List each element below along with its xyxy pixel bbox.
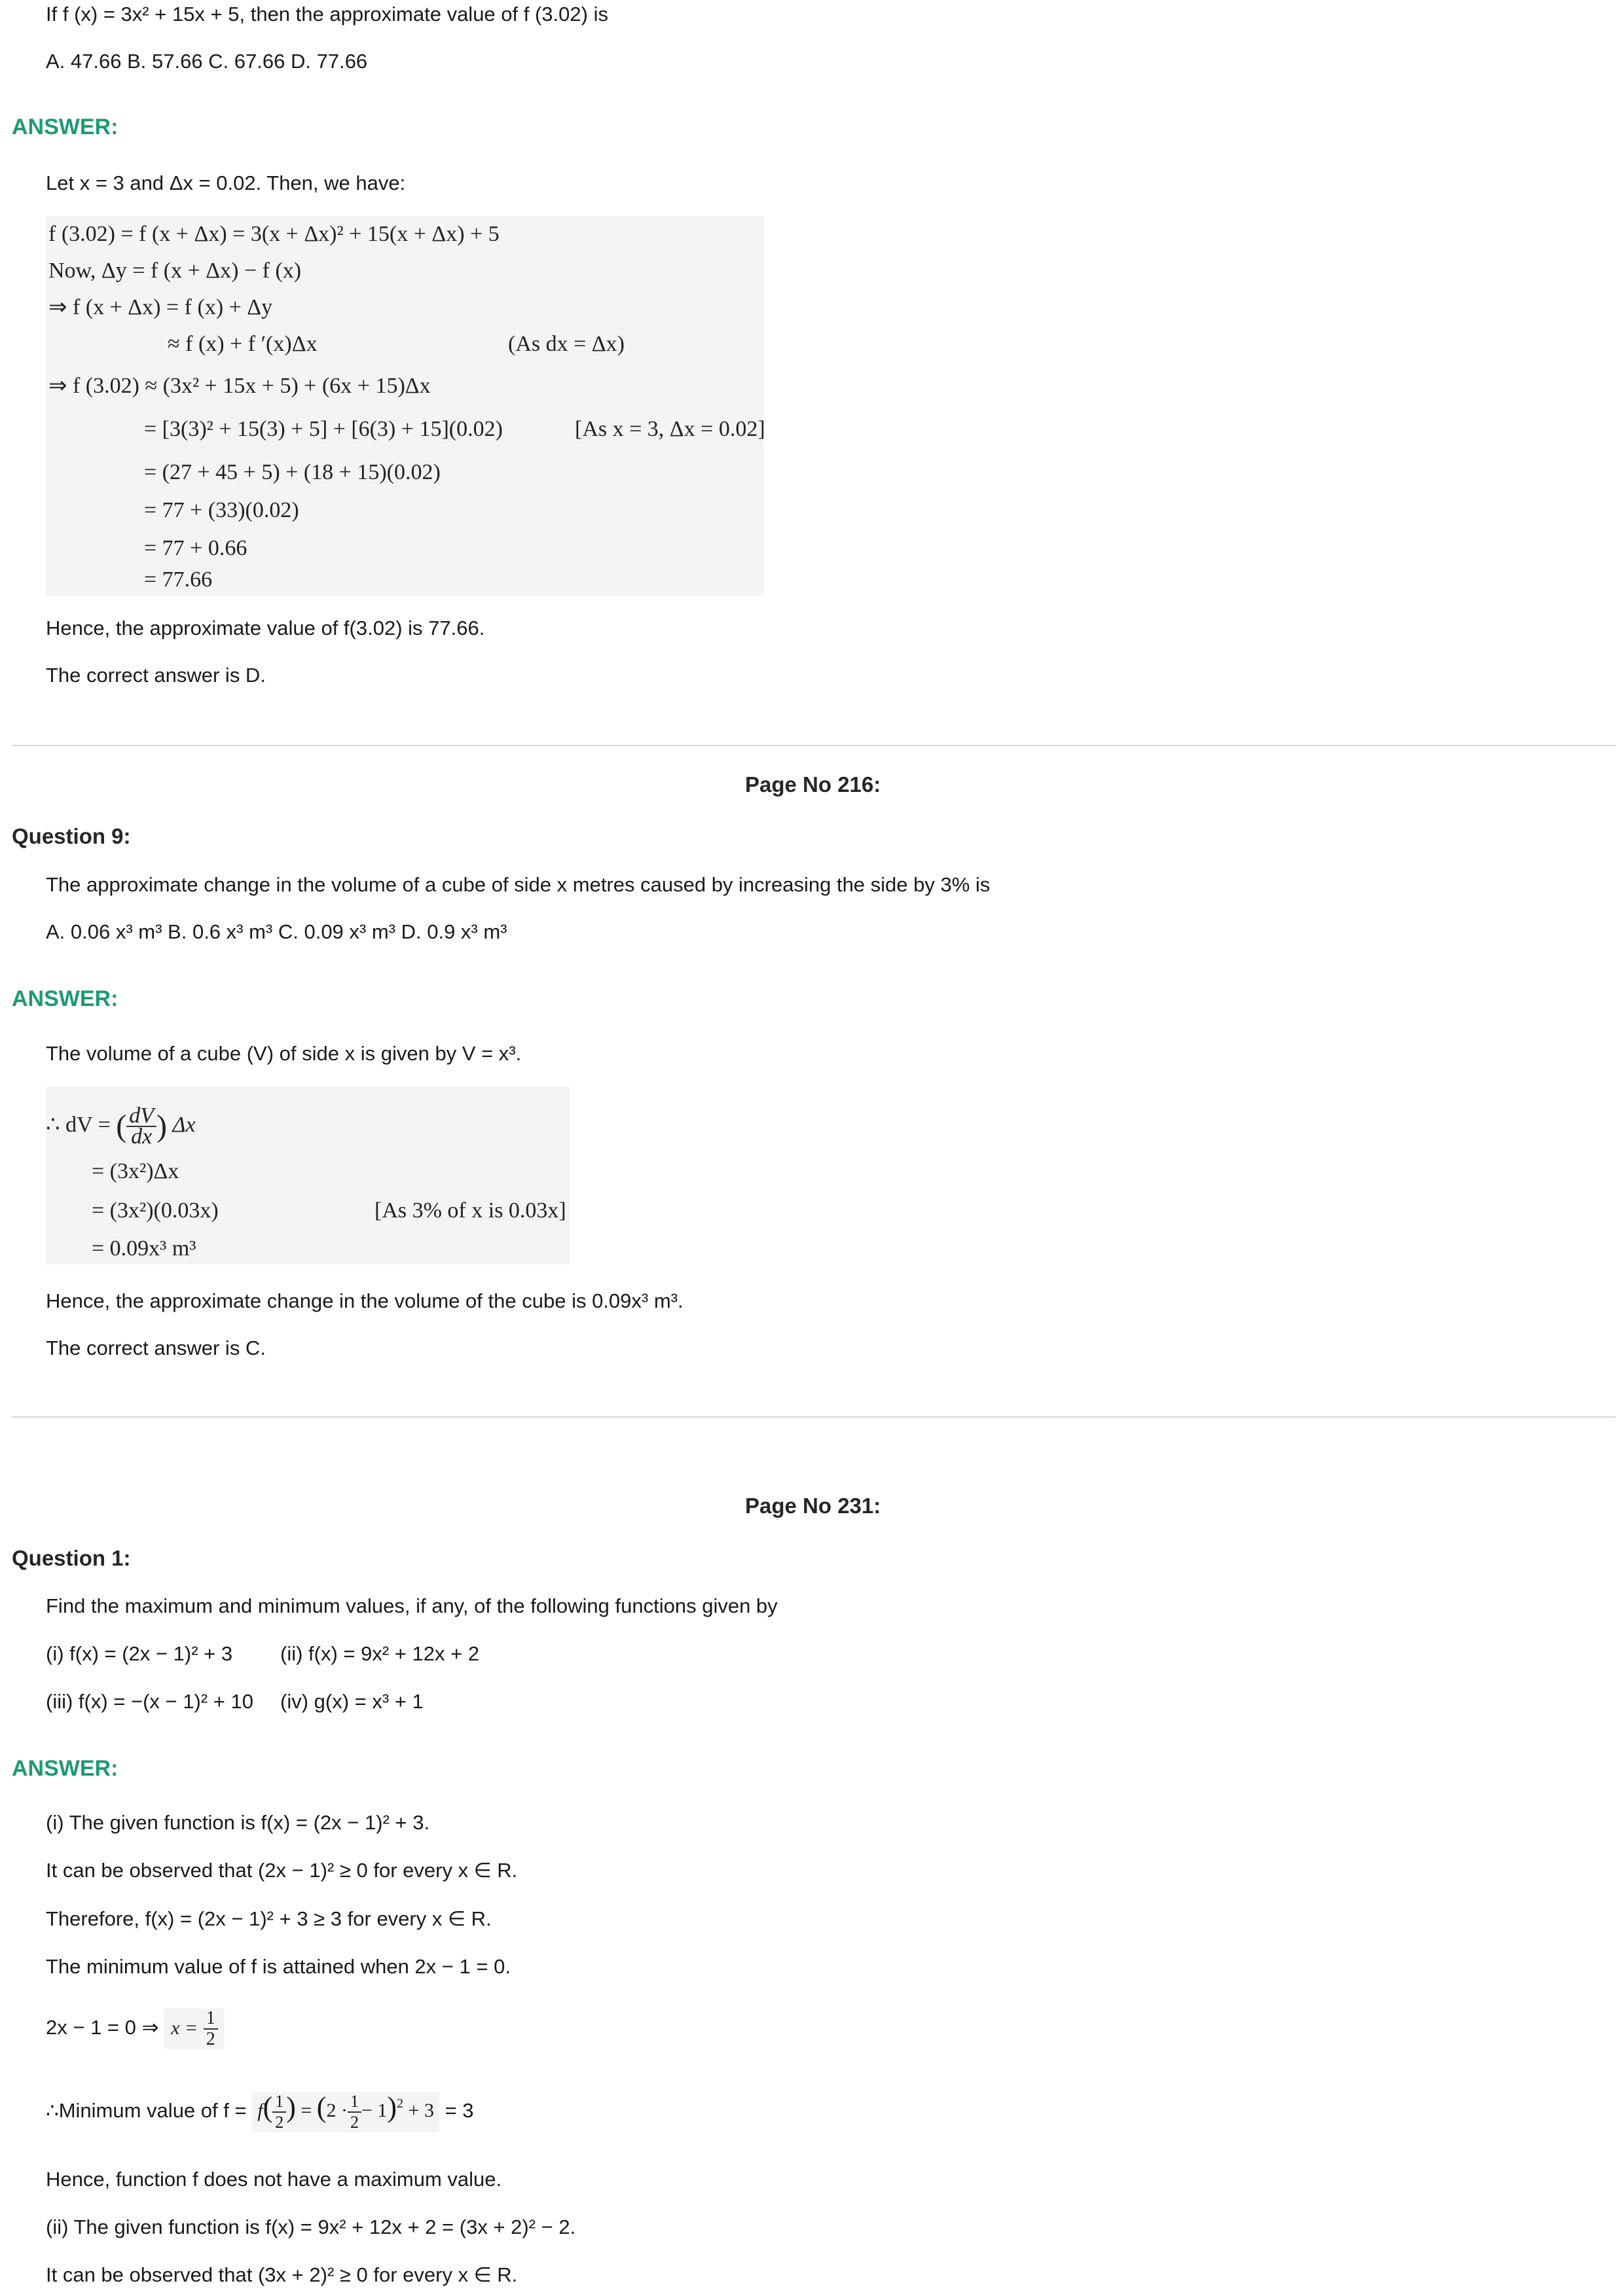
q9-conclusion: Hence, the approximate change in the volume of the cube is 0.09x³ m³. [46,1289,684,1312]
q9-frac-num: dV [126,1106,156,1127]
q1-min-f: f [257,2099,263,2121]
q9-math-line-4: = 0.09x³ m³ [92,1236,196,1261]
q1-min-frac-num: 1 [272,2092,286,2113]
q8-math-line-3: ⇒ f (x + Δx) = f (x) + Δy [48,295,273,319]
q9-math-line-2: = (3x²)Δx [92,1159,179,1183]
q8-math-note-2: [As x = 3, Δx = 0.02] [575,417,765,441]
question-heading: Question 9: [12,824,131,848]
divider [12,745,1616,746]
q8-question: If f (x) = 3x² + 15x + 5, then the approximate value of f (3.02) is [46,3,608,26]
q9-math-dv: ∴ dV = ( $\frac{dV}{dx}$ ) Δx [46,1103,196,1149]
q1-min-tail: − 1 [361,2099,388,2121]
q1-step-2: It can be observed that (2x − 1)² ≥ 0 for every x ∈ R. [46,1859,518,1882]
q1-question: Find the maximum and minimum values, if any, of the following functions given by [46,1594,778,1617]
q9-frac-den: dx [131,1124,153,1149]
q1-function-iv: (iv) g(x) = x³ + 1 [280,1690,424,1713]
q9-math-line-3: = (3x²)(0.03x) [92,1198,219,1223]
q8-math-line-5: ⇒ f (3.02) ≈ (3x² + 15x + 5) + (6x + 15)Δx [48,374,431,398]
q1-function-i: (i) f(x) = (2x − 1)² + 3 [46,1642,233,1665]
q9-question: The approximate change in the volume of a cube of side x metres caused by increasing the side by 3% is [46,873,991,896]
q8-answer-label: ANSWER: [12,115,119,139]
q1-min-label: ∴Minimum value of f = [46,2099,247,2122]
q8-math-line-1: f (3.02) = f (x + Δx) = 3(x + Δx)² + 15(x + Δx) + 5 [48,222,500,246]
q1-step-8: It can be observed that (3x + 2)² ≥ 0 for every x ∈ R. [46,2263,518,2286]
q9-math-image [46,1086,570,1265]
q8-math-line-8: = 77 + (33)(0.02) [144,498,299,522]
q8-math-line-9: = 77 + 0.66 [144,536,247,560]
q9-correct: The correct answer is C. [46,1336,266,1359]
q8-math-line-6: = [3(3)² + 15(3) + 5] + [6(3) + 15](0.02) [144,417,503,441]
question-heading: Question 1: [12,1546,131,1570]
q1-x-eq: x = [171,2017,198,2039]
q1-function-ii: (ii) f(x) = 9x² + 12x + 2 [280,1642,480,1665]
q9-options: A. 0.06 x³ m³ B. 0.6 x³ m³ C. 0.09 x³ m³ D. 0.9 x³ m³ [46,920,507,943]
divider [12,1416,1616,1418]
q1-step-3: Therefore, f(x) = (2x − 1)² + 3 ≥ 3 for every x ∈ R. [46,1907,492,1930]
q8-intro: Let x = 3 and Δx = 0.02. Then, we have: [46,171,406,194]
q1-step-1: (i) The given function is f(x) = (2x − 1)² + 3. [46,1811,430,1834]
q1-half-num: 1 [204,2009,218,2030]
page-number: Page No 231: [745,1494,881,1518]
q1-min-frac-den: 2 [275,2112,284,2132]
q1-min-mid: 2 · [326,2099,348,2121]
q8-math-line-10: = 77.66 [144,567,213,592]
q1-step-5 [46,2001,225,2054]
q9-dx: Δx [172,1112,196,1137]
q8-math-line-7: = (27 + 45 + 5) + (18 + 15)(0.02) [144,460,441,484]
q1-min-plus: + 3 [408,2099,434,2121]
q8-options: A. 47.66 B. 57.66 C. 67.66 D. 77.66 [46,50,368,73]
q9-fraction [126,1103,156,1149]
q9-math-note: [As 3% of x is 0.03x] [374,1198,566,1223]
q8-math-line-4: ≈ f (x) + f ′(x)Δx [168,332,318,356]
page-number: Page No 216: [745,772,881,797]
q8-math-line-2: Now, Δy = f (x + Δx) − f (x) [48,259,302,283]
q1-half-equation [164,2009,225,2049]
q1-min-frac2-num: 1 [348,2092,361,2113]
q8-correct: The correct answer is D. [46,664,266,687]
q1-step-7: (ii) The given function is f(x) = 9x² + 12x + 2 = (3x + 2)² − 2. [46,2215,576,2238]
q9-dv-label: ∴ dV = [46,1112,111,1137]
q8-math-image [46,216,763,596]
q9-intro: The volume of a cube (V) of side x is given by V = x³. [46,1042,522,1065]
q1-step-6: Hence, function f does not have a maximum value. [46,2168,502,2191]
q1-min-frac2-den: 2 [350,2112,359,2132]
q8-math-note-1: (As dx = Δx) [508,332,625,356]
q1-step-4: The minimum value of f is attained when 2x − 1 = 0. [46,1955,511,1978]
q1-step-5-lhs: 2x − 1 = 0 ⇒ [46,2016,159,2039]
q1-min-result: = 3 [445,2099,474,2122]
q1-minimum-value [46,2081,474,2140]
q1-function-iii: (iii) f(x) = −(x − 1)² + 10 [46,1690,253,1713]
q9-answer-label: ANSWER: [12,986,119,1011]
q8-conclusion: Hence, the approximate value of f(3.02) is 77.66. [46,617,485,639]
q1-min-expression: f( $\frac{1}{2}$ ) = (2 · $\frac{1}{2}$ − 1)$^2$ + 3 [252,2092,439,2132]
q1-half-den: 2 [206,2028,215,2049]
q1-answer-label: ANSWER: [12,1756,119,1781]
